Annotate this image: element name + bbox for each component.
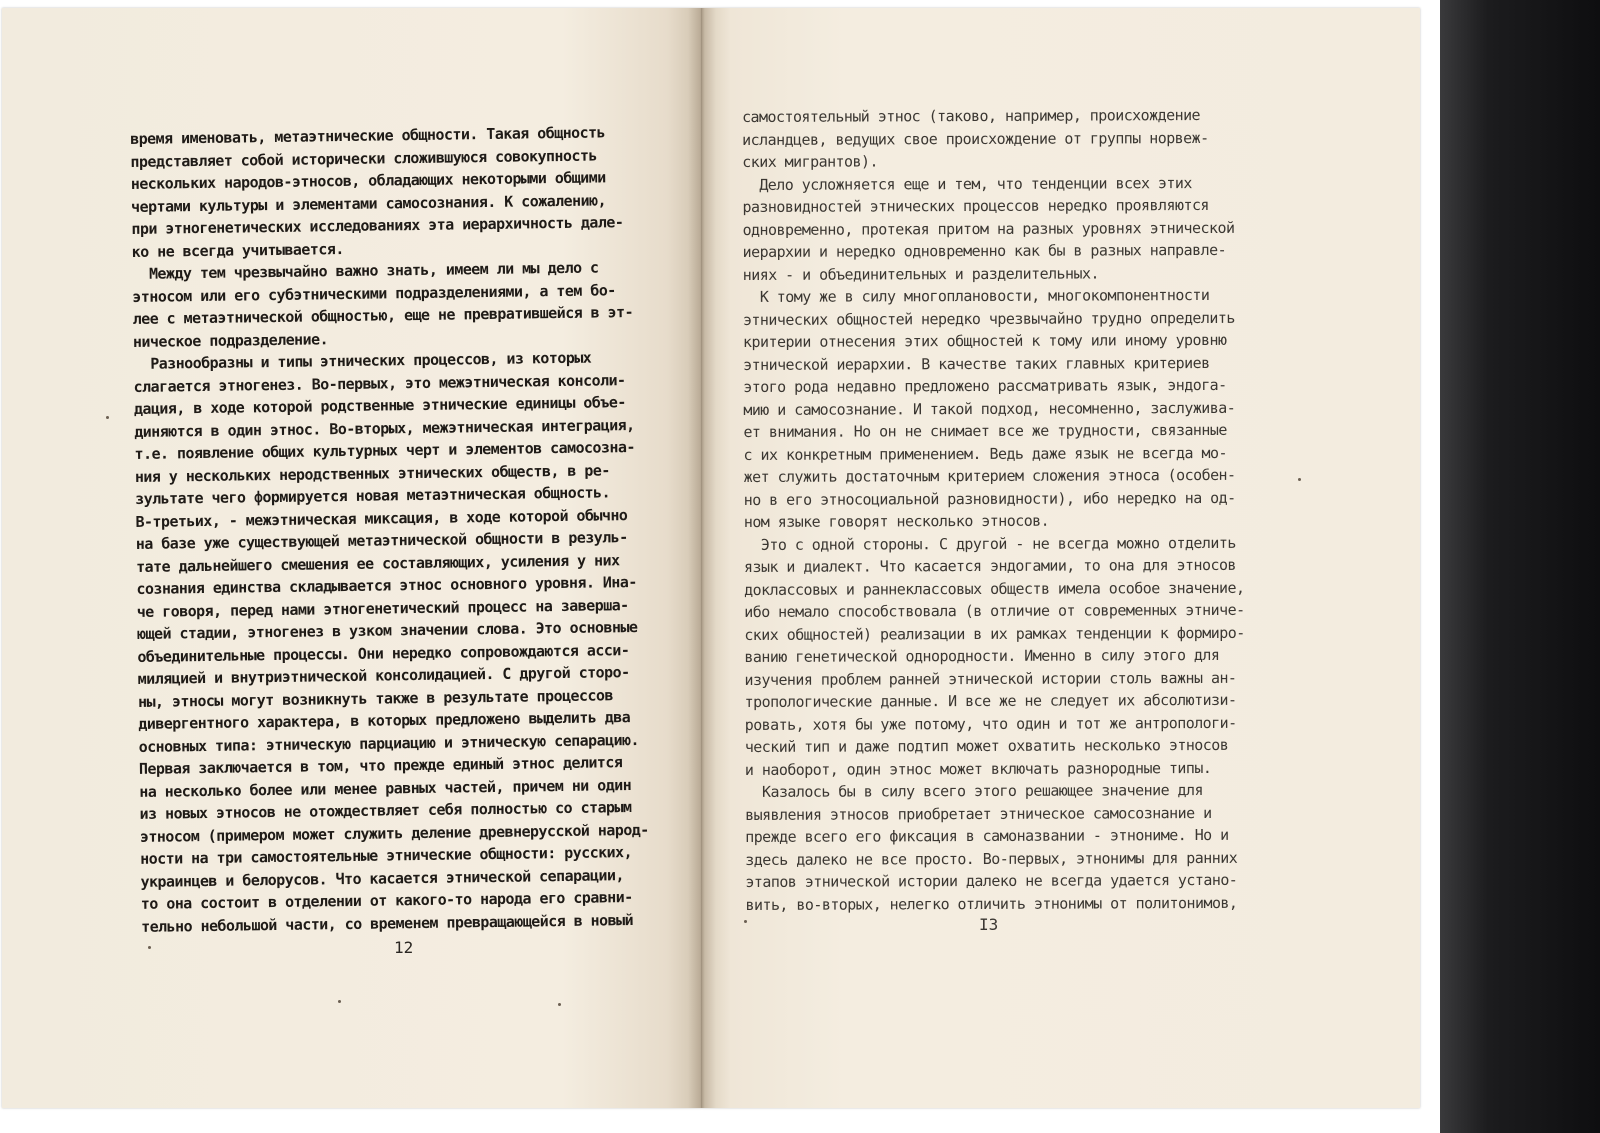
text-line: ническое подразделение. — [132, 329, 329, 351]
text-line: Дело усложняется еще и тем, что тенденции всех этих — [742, 173, 1192, 194]
text-line: ческий тип и даже подтип может охватить несколько этносов — [744, 735, 1229, 756]
text-line: но в его этносоциальной разновидности), ибо нередко на од- — [743, 488, 1236, 509]
text-line: критерии отнесения этих общностей к тому или иному уровню — [742, 330, 1227, 351]
text-line: Казалось бы в силу всего этого решающее значение для — [744, 780, 1203, 801]
book-gutter — [688, 8, 716, 1108]
text-line: ских общностей) реализации в их рамках тенденции к формиро- — [744, 623, 1245, 644]
text-line: этнической иерархии. В качестве таких главных критериев — [743, 353, 1210, 374]
text-line: вить, во-вторых, нелегко отличить этнонимы от политонимов, — [745, 893, 1238, 914]
text-line: доклассовых и раннеклассовых обществ имела особое значение, — [744, 578, 1245, 599]
text-line: с их конкретным применением. Ведь даже язык не всегда мо- — [743, 443, 1227, 464]
text-line: ет внимания. Но он не снимает все же трудности, связанные — [743, 420, 1227, 441]
text-line: ниях - и объединительных и разделительных. — [742, 263, 1099, 284]
text-line: че говоря, перед нами этногенетический процесс на заверша- — [136, 595, 629, 621]
ink-speck — [744, 920, 747, 923]
text-line: основных типа: этническую парциацию и этническую сепарацию. — [138, 730, 640, 756]
right-page-number: I3 — [979, 915, 999, 934]
text-line: миляцией и внутриэтнической консолидацией. С другой сторо- — [137, 663, 630, 688]
text-line: ности на три самостоятельные этнические общности: русских, — [140, 843, 633, 868]
right-page — [702, 8, 1420, 1108]
text-line: К тому же в силу многоплановости, многокомпонентности — [742, 285, 1210, 306]
text-line: здесь далеко не все просто. Во-первых, этнонимы для ранних — [745, 848, 1238, 869]
text-line: представляет собой исторически сложившуюся совокупность — [130, 145, 598, 171]
text-line: диняются в один этнос. Во-вторых, межэтническая интеграция, — [134, 415, 635, 441]
text-line: ны, этносы могут возникнуть также в результате процессов — [137, 685, 614, 711]
text-line: этносом или его субэтническими подразделениями, а тем бо- — [132, 280, 616, 306]
ink-speck — [558, 1003, 561, 1006]
text-line: сознания единства складывается этнос основного уровня. Ина- — [136, 572, 637, 598]
background-dark-surface — [1440, 0, 1600, 1133]
text-line: дация, в ходе которой родственные этнические единицы объе- — [133, 393, 626, 418]
text-line: т.е. появление общих культурных черт и элементов самосозна- — [134, 437, 636, 463]
text-line: то она состоит в отделении от какого-то народа его сравни- — [140, 888, 633, 913]
text-line: зультате чего формируется новая метаэтническая общность. — [135, 483, 611, 508]
text-line: ибо немало способствовала (в отличие от современных этниче- — [744, 600, 1245, 621]
text-line: при этногенетических исследованиях эта иерархичность дале- — [131, 213, 624, 238]
text-line: лее с метаэтнической общностью, еще не превратившейся в эт- — [132, 302, 634, 328]
text-line: объединительные процессы. Они нередко сопровождаются асси- — [137, 640, 630, 666]
text-line: Разнообразны и типы этнических процессов, из которых — [133, 348, 592, 373]
text-line: мию и самосознание. И такой подход, несомненно, заслужива- — [743, 398, 1236, 419]
text-line: исландцев, ведущих свое происхождение от группы норвеж- — [742, 128, 1209, 149]
book-spread — [2, 8, 1422, 1112]
ink-speck — [338, 1000, 341, 1003]
text-line: ских мигрантов). — [742, 152, 878, 171]
text-line: слагается этногенез. Во-первых, это межэтническая консоли- — [133, 370, 626, 396]
text-line: время именовать, метаэтнические общности. Такая общность — [130, 123, 606, 148]
text-line: иерархии и нередко одновременно как бы в разных направле- — [742, 240, 1227, 261]
text-line: разновидностей этнических процессов нередко проявляются — [742, 195, 1209, 216]
text-line: ющей стадии, этногенез в узком значении слова. Это основные — [136, 617, 638, 643]
text-line: жет служить достаточным критерием сложения этноса (особен- — [743, 465, 1236, 486]
text-line: язык и диалект. Что касается эндогамии, то она для этносов — [743, 555, 1236, 576]
text-line: нескольких народов-этносов, обладающих некоторыми общими — [130, 168, 606, 193]
text-line: на несколько более или менее равных частей, причем ни один — [139, 775, 632, 801]
text-line: Первая заключается в том, что прежде единый этнос делится — [138, 753, 623, 778]
ink-speck — [1298, 478, 1301, 481]
ink-speck — [106, 416, 109, 419]
text-line: ровать, хотя бы уже потому, что один и тот же антропологи- — [744, 713, 1237, 734]
text-line: одновременно, протекая притом на разных уровнях этнической — [742, 218, 1235, 239]
left-page-number: 12 — [394, 938, 414, 957]
text-line: и наоборот, один этнос может включать разнородные типы. — [744, 758, 1212, 779]
text-line: изучения проблем ранней этнической истории столь важны ан- — [744, 668, 1237, 689]
text-line: на базе уже существующей метаэтнической общности в резуль- — [135, 528, 628, 553]
right-page-text — [742, 104, 1246, 916]
text-line: чертами культуры и элементами самосознания. К сожалению, — [130, 190, 607, 216]
text-line: выявления этносов приобретает этническое самосознание и — [745, 803, 1212, 824]
text-line: Между тем чрезвычайно важно знать, имеем ли мы дело с — [131, 258, 599, 283]
text-line: из новых этносов не отождествляет себя полностью со старым — [139, 798, 632, 823]
text-line: тельно небольшой части, со временем превращающейся в новый — [141, 910, 634, 936]
ink-speck — [148, 946, 151, 949]
text-line: ванию генетической однородности. Именно в силу этого для — [744, 645, 1220, 666]
text-line: самостоятельный этнос (таково, например, происхождение — [742, 106, 1201, 126]
text-line: этносом (примером может служить деление древнерусской народ- — [139, 820, 649, 846]
text-line: В-третьих, - межэтническая миксация, в ходе которой обычно — [135, 505, 628, 531]
text-line: ко не всегда учитывается. — [131, 239, 344, 261]
text-line: прежде всего его фиксация в самоназвании - этнониме. Но и — [745, 825, 1229, 846]
text-line: тропологические данные. И все же не следует их абсолютизи- — [744, 690, 1237, 711]
text-line: этого рода недавно предложено рассматривать язык, эндога- — [743, 375, 1227, 396]
text-line: дивергентного характера, в которых предложено выделить два — [138, 708, 631, 733]
text-line: ния у нескольких неродственных этнических обществ, в ре- — [134, 460, 610, 486]
text-line: Это с одной стороны. С другой - не всегда можно отделить — [743, 533, 1236, 554]
text-line: этапов этнической истории далеко не всегда удается устано- — [745, 870, 1238, 891]
text-line: тате дальнейшего смешения ее составляющих, усиления у них — [135, 550, 620, 576]
left-page — [2, 8, 702, 1108]
text-line: украинцев и белорусов. Что касается этнической сепарации, — [140, 865, 625, 891]
left-page-text — [130, 121, 650, 938]
text-line: ном языке говорят несколько этносов. — [743, 511, 1050, 531]
text-line: этнических общностей нередко чрезвычайно трудно определить — [742, 308, 1235, 329]
